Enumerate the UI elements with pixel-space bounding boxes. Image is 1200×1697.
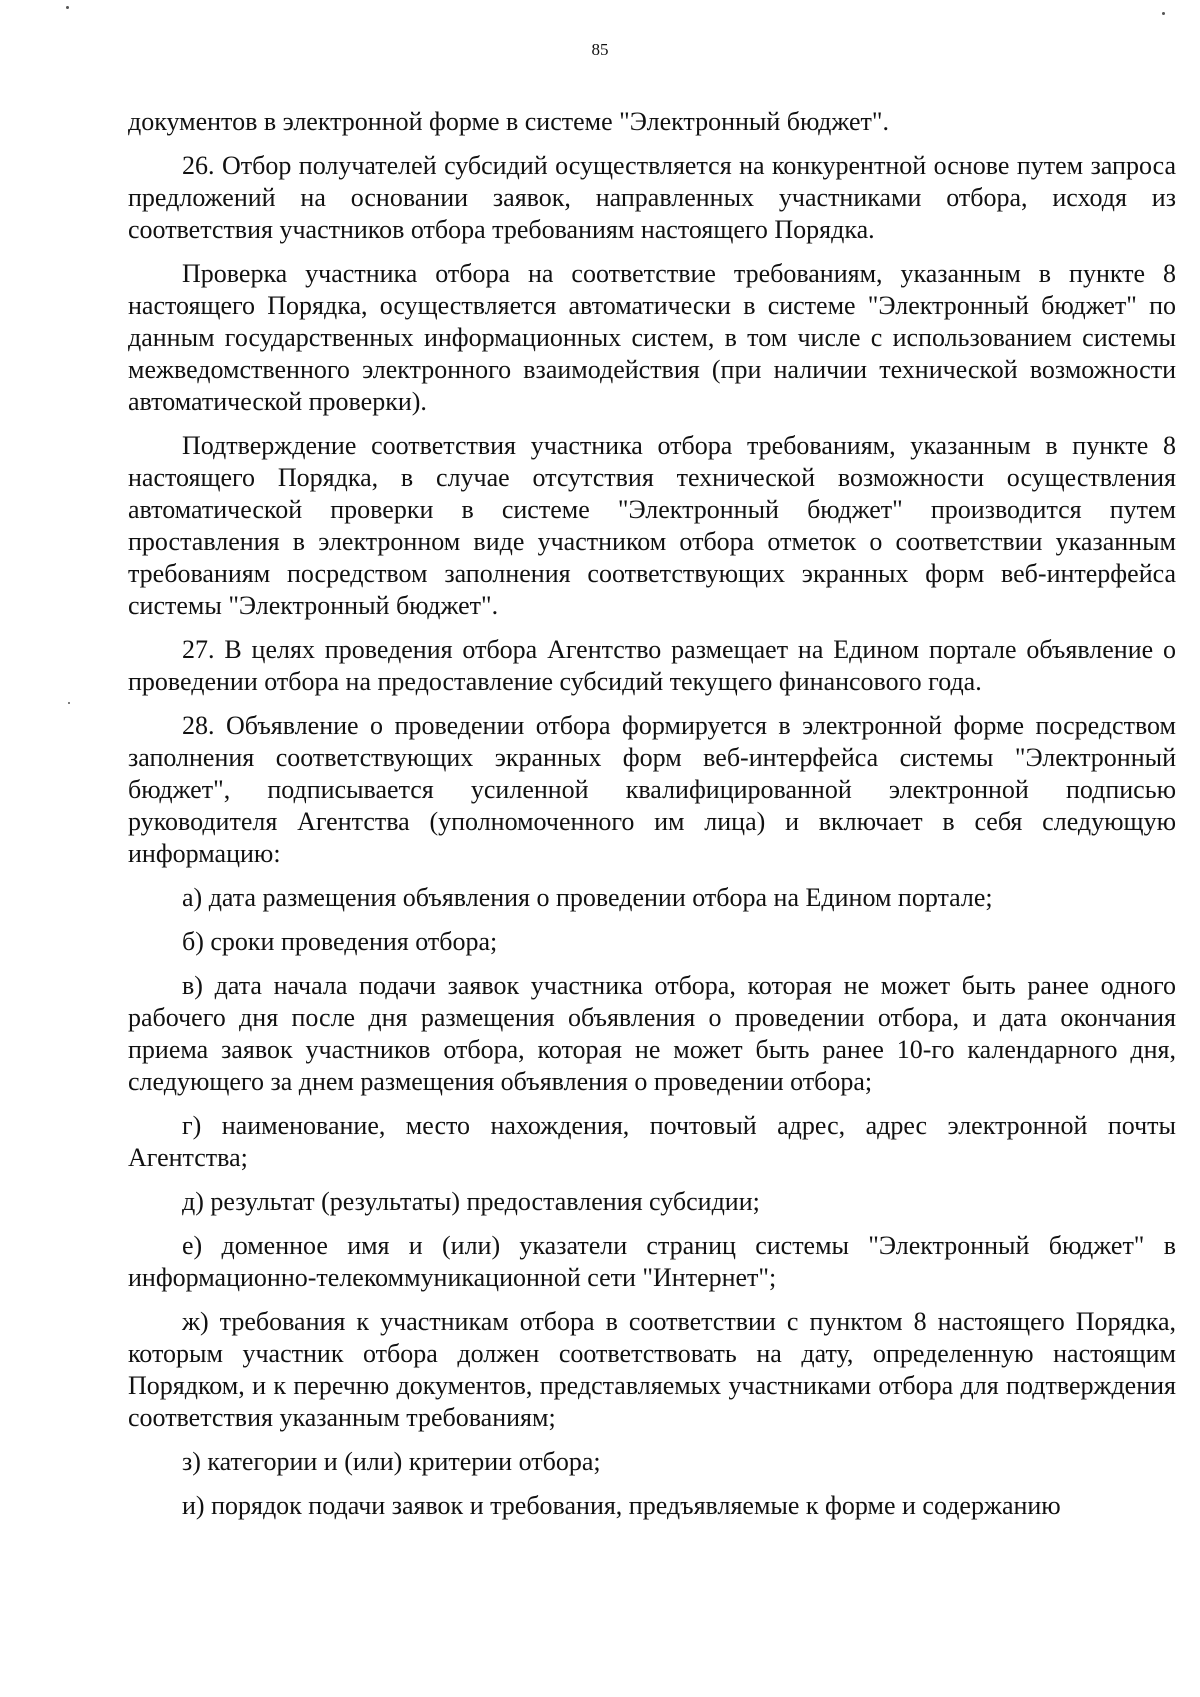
paragraph-item-28: 28. Объявление о проведении отбора формируется в электронной форме посредством заполнения соответствующих экранных форм веб-интерфейса системы "Электронный бюджет", подписывается усиленной квалифицированной электронной подписью руководителя Агентства (уполномоченного им лица) и включает в себя следующую информацию:: [128, 711, 1176, 868]
paragraph-confirmation: Подтверждение соответствия участника отбора требованиям, указанным в пункте 8 настоящего Порядка, в случае отсутствия технической возможности осуществления автоматической проверки в системе "Электронный бюджет" производится путем проставления в электронном виде участником отбора отметок о соответствии указанным требованиям посредством заполнения соответствующих экранных форм веб-интерфейса системы "Электронный бюджет".: [128, 431, 1176, 620]
document-body: [128, 106, 1176, 1522]
paragraph-continuation: документов в электронной форме в системе "Электронный бюджет".: [128, 107, 889, 136]
list-item-z: з) категории и (или) критерии отбора;: [182, 1447, 601, 1476]
list-item-d: д) результат (результаты) предоставления субсидии;: [182, 1187, 760, 1216]
paragraph-item-26: 26. Отбор получателей субсидий осуществляется на конкурентной основе путем запроса предложений на основании заявок, направленных участниками отбора, исходя из соответствия участников отбора требованиям настоящего Порядка.: [128, 151, 1176, 244]
list-item-i: и) порядок подачи заявок и требования, предъявляемые к форме и содержанию: [182, 1491, 1061, 1520]
scan-speck: [68, 702, 70, 704]
list-item-b: б) сроки проведения отбора;: [182, 927, 498, 956]
paragraph-item-27: 27. В целях проведения отбора Агентство размещает на Едином портале объявление о проведении отбора на предоставление субсидий текущего финансового года.: [128, 635, 1176, 696]
scan-speck: [66, 6, 69, 9]
list-item-a: а) дата размещения объявления о проведении отбора на Едином портале;: [182, 883, 993, 912]
list-item-zh: ж) требования к участникам отбора в соответствии с пунктом 8 настоящего Порядка, которым участник отбора должен соответствовать на дату, определенную настоящим Порядком, и к перечню документов, представляемых участниками отбора для подтверждения соответствия указанным требованиям;: [128, 1307, 1176, 1432]
list-item-g: г) наименование, место нахождения, почтовый адрес, адрес электронной почты Агентства;: [128, 1111, 1176, 1172]
paragraph-verification: Проверка участника отбора на соответствие требованиям, указанным в пункте 8 настоящего Порядка, осуществляется автоматически в системе "Электронный бюджет" по данным государственных информационных систем, в том числе с использованием системы межведомственного электронного взаимодействия (при наличии технической возможности автоматической проверки).: [128, 259, 1176, 416]
page-number: 85: [591, 40, 609, 59]
list-item-v: в) дата начала подачи заявок участника отбора, которая не может быть ранее одного рабочего дня после дня размещения объявления о проведении отбора, и дата окончания приема заявок участников отбора, которая не может быть ранее 10-го календарного дня, следующего за днем размещения объявления о проведении отбора;: [128, 971, 1176, 1096]
list-item-e: е) доменное имя и (или) указатели страниц системы "Электронный бюджет" в информационно-телекоммуникационной сети "Интернет";: [128, 1231, 1176, 1292]
scan-speck: [1162, 12, 1165, 15]
